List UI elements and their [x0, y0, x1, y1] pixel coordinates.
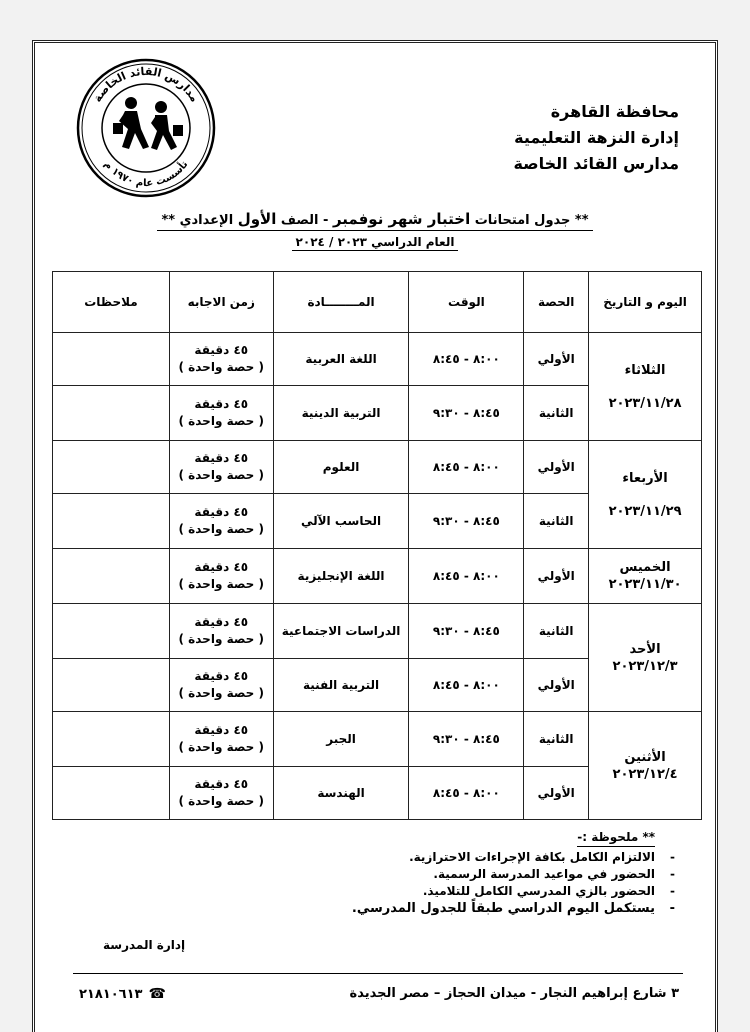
duration-minutes: ٤٥ دقيقة — [194, 615, 249, 629]
duration-minutes: ٤٥ دقيقة — [194, 343, 249, 357]
period-cell: الأولي — [524, 333, 589, 386]
telephone-icon: ☎ — [148, 986, 166, 1002]
time-text: ٨:٠٠ - ٨:٤٥ — [432, 678, 500, 692]
subject-cell: الحاسب الآلي — [273, 494, 409, 549]
logo-ring-top-text: مدارس القائد الخاصة — [90, 64, 202, 105]
notes-cell — [53, 712, 170, 767]
time-text: ٨:٤٥ - ٩:٣٠ — [432, 406, 500, 420]
footer-divider — [73, 973, 683, 974]
subject-cell: الهندسة — [273, 767, 409, 820]
period-cell: الثانية — [524, 386, 589, 441]
period-cell: الأولي — [524, 441, 589, 494]
note-item: - الحضور بالزي المدرسي الكامل للتلاميذ. — [422, 884, 675, 898]
day-name: الأحد — [629, 641, 661, 657]
subject-cell: اللغة الإنجليزية — [273, 549, 409, 604]
table-row — [53, 333, 702, 386]
administration: إدارة النزهة التعليمية — [514, 128, 679, 147]
school-name: مدارس القائد الخاصة — [513, 154, 679, 173]
day-date: ٢٠٢٣/١١/٢٩ — [608, 503, 682, 519]
duration-periods: ( حصة واحدة ) — [178, 577, 264, 591]
day-name: الأثنين — [624, 749, 666, 765]
school-logo — [73, 57, 219, 199]
period-cell: الثانية — [524, 712, 589, 767]
subject-cell: اللغة العربية — [273, 333, 409, 386]
table-row — [53, 441, 702, 494]
day-cell — [589, 333, 702, 441]
day-name: الأربعاء — [622, 470, 668, 486]
time-cell — [409, 494, 524, 549]
notes-cell — [53, 333, 170, 386]
notes-cell — [53, 767, 170, 820]
schedule-title — [145, 209, 605, 251]
duration-cell — [169, 712, 273, 767]
duration-minutes: ٤٥ دقيقة — [194, 669, 249, 683]
phone-text: ٢١٨١٠٦١٣ — [79, 987, 143, 1002]
duration-periods: ( حصة واحدة ) — [178, 360, 264, 374]
governorate: محافظة القاهرة — [550, 102, 679, 121]
time-text: ٨:٠٠ - ٨:٤٥ — [432, 460, 500, 474]
duration-periods: ( حصة واحدة ) — [178, 632, 264, 646]
note-text: الحضور بالزي المدرسي الكامل للتلاميذ. — [422, 884, 655, 898]
subject-cell: العلوم — [273, 441, 409, 494]
duration-periods: ( حصة واحدة ) — [178, 522, 264, 536]
time-cell — [409, 333, 524, 386]
school-administration-signature: إدارة المدرسة — [103, 938, 186, 952]
period-cell: الثانية — [524, 494, 589, 549]
schedule-body — [53, 333, 702, 820]
title-exam: اختبار شهر نوفمبر — [332, 210, 471, 228]
period-cell: الأولي — [524, 549, 589, 604]
logo-ring-bottom-text: تأسست عام ١٩٧٠ م — [101, 159, 191, 190]
notes-cell — [53, 604, 170, 659]
notes-cell — [53, 386, 170, 441]
duration-cell — [169, 494, 273, 549]
time-text: ٨:٤٥ - ٩:٣٠ — [432, 624, 500, 638]
subject-cell: التربية الدينية — [273, 386, 409, 441]
note-item: - الالتزام الكامل بكافة الإجراءات الاحترازية. — [409, 850, 675, 864]
duration-minutes: ٤٥ دقيقة — [194, 723, 249, 737]
day-date: ٢٠٢٣/١٢/٤ — [612, 766, 678, 782]
table-header-row — [53, 272, 702, 333]
duration-cell — [169, 386, 273, 441]
duration-cell — [169, 604, 273, 659]
academic-year: العام الدراسي ٢٠٢٣ / ٢٠٢٤ — [292, 235, 459, 251]
time-text: ٨:٠٠ - ٨:٤٥ — [432, 786, 500, 800]
note-text: الالتزام الكامل بكافة الإجراءات الاحترازية. — [409, 850, 655, 864]
note-text: يستكمل اليوم الدراسي طبقاً للجدول المدرسي. — [351, 901, 655, 916]
time-cell — [409, 386, 524, 441]
note-item: - يستكمل اليوم الدراسي طبقاً للجدول المدرسي. — [351, 901, 675, 916]
notes-cell — [53, 549, 170, 604]
period-cell: الأولي — [524, 659, 589, 712]
time-cell — [409, 441, 524, 494]
day-name: الخميس — [619, 560, 671, 575]
duration-periods: ( حصة واحدة ) — [178, 414, 264, 428]
period-cell: الأولي — [524, 767, 589, 820]
time-cell — [409, 659, 524, 712]
time-cell — [409, 604, 524, 659]
notes-section — [351, 829, 675, 917]
title-grade-rest: الإعدادي ** — [161, 213, 238, 228]
subject-cell: التربية الفنية — [273, 659, 409, 712]
day-cell — [589, 441, 702, 549]
title-sep: - الصف — [276, 213, 333, 228]
day-cell — [589, 712, 702, 820]
day-cell — [589, 549, 702, 604]
time-cell — [409, 549, 524, 604]
day-date: ٢٠٢٣/١١/٢٨ — [608, 395, 682, 411]
day-name: الثلاثاء — [624, 362, 666, 378]
duration-minutes: ٤٥ دقيقة — [194, 777, 249, 791]
header-duration: زمن الاجابه — [169, 272, 273, 333]
title-prefix: ** جدول امتحانات — [470, 213, 589, 228]
duration-minutes: ٤٥ دقيقة — [194, 505, 249, 519]
table-row — [53, 712, 702, 767]
title-grade: الأول — [237, 210, 277, 228]
table-row — [53, 549, 702, 604]
duration-periods: ( حصة واحدة ) — [178, 740, 264, 754]
duration-cell — [169, 767, 273, 820]
time-cell — [409, 767, 524, 820]
duration-periods: ( حصة واحدة ) — [178, 794, 264, 808]
header-notes: ملاحظات — [53, 272, 170, 333]
school-header — [513, 99, 679, 177]
phone-number — [79, 986, 166, 1002]
header-time: الوقت — [409, 272, 524, 333]
exam-schedule-table — [52, 271, 702, 820]
period-cell: الثانية — [524, 604, 589, 659]
day-date: ٢٠٢٣/١٢/٣ — [612, 658, 678, 674]
table-row — [53, 604, 702, 659]
subject-cell: الدراسات الاجتماعية — [273, 604, 409, 659]
duration-cell — [169, 333, 273, 386]
notes-cell — [53, 494, 170, 549]
duration-cell — [169, 659, 273, 712]
time-text: ٨:٠٠ - ٨:٤٥ — [432, 569, 500, 583]
day-cell — [589, 604, 702, 712]
notes-cell — [53, 659, 170, 712]
day-date: ٢٠٢٣/١١/٣٠ — [608, 577, 682, 592]
header-day: اليوم و التاريخ — [589, 272, 702, 333]
time-text: ٨:٤٥ - ٩:٣٠ — [432, 732, 500, 746]
title-line — [157, 210, 592, 231]
header-subject: المــــــــادة — [273, 272, 409, 333]
note-text: الحضور في مواعيد المدرسة الرسمية. — [433, 867, 655, 881]
note-item: - الحضور في مواعيد المدرسة الرسمية. — [433, 867, 675, 881]
svg-text:تأسست عام ١٩٧٠ م — [102, 159, 191, 189]
duration-periods: ( حصة واحدة ) — [178, 686, 264, 700]
duration-cell — [169, 441, 273, 494]
time-text: ٨:٤٥ - ٩:٣٠ — [432, 514, 500, 528]
duration-minutes: ٤٥ دقيقة — [194, 560, 249, 574]
exam-schedule-page — [32, 40, 718, 1032]
duration-minutes: ٤٥ دقيقة — [194, 397, 249, 411]
header-period: الحصة — [524, 272, 589, 333]
duration-cell — [169, 549, 273, 604]
time-text: ٨:٠٠ - ٨:٤٥ — [432, 352, 500, 366]
time-cell — [409, 712, 524, 767]
notes-title: ** ملحوظة :- — [577, 829, 655, 847]
school-address: ٣ شارع إبراهيم النجار - ميدان الحجاز – مصر الجديدة — [349, 986, 679, 1001]
notes-cell — [53, 441, 170, 494]
duration-periods: ( حصة واحدة ) — [178, 468, 264, 482]
subject-cell: الجبر — [273, 712, 409, 767]
duration-minutes: ٤٥ دقيقة — [194, 451, 249, 465]
